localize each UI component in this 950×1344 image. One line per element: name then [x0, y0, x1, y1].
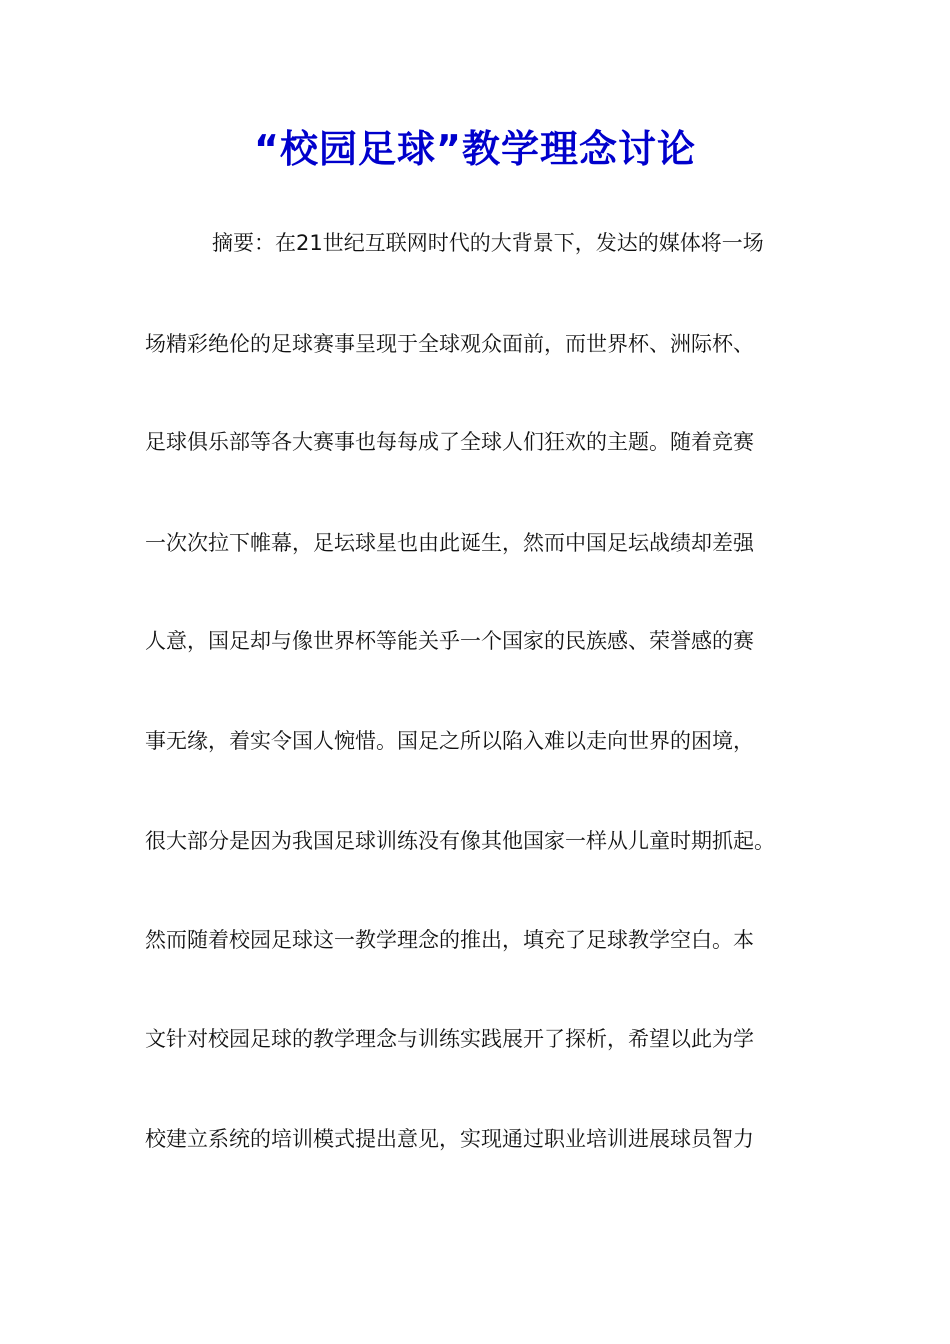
abstract-line-9: 文针对校园足球的教学理念与训练实践展开了探析，希望以此为学: [145, 1027, 754, 1051]
abstract-line-1: 摘要：在21世纪互联网时代的大背景下，发达的媒体将一场: [212, 231, 764, 255]
abstract-line-7: 很大部分是因为我国足球训练没有像其他国家一样从儿童时期抓起。: [145, 829, 775, 853]
abstract-line-6: 事无缘，着实令国人惋惜。国足之所以陷入难以走向世界的困境，: [145, 729, 754, 753]
abstract-line-3: 足球俱乐部等各大赛事也每每成了全球人们狂欢的主题。随着竞赛: [145, 430, 754, 454]
document-title: “校园足球”教学理念讨论: [254, 127, 696, 171]
abstract-line-8: 然而随着校园足球这一教学理念的推出，填充了足球教学空白。本: [145, 928, 754, 952]
abstract-line-2: 场精彩绝伦的足球赛事呈现于全球观众面前，而世界杯、洲际杯、: [145, 332, 754, 356]
abstract-line-4: 一次次拉下帷幕，足坛球星也由此诞生，然而中国足坛战绩却差强: [145, 531, 754, 555]
abstract-line-10: 校建立系统的培训模式提出意见，实现通过职业培训进展球员智力: [145, 1127, 754, 1151]
abstract-line-5: 人意，国足却与像世界杯等能关乎一个国家的民族感、荣誉感的赛: [145, 629, 754, 653]
